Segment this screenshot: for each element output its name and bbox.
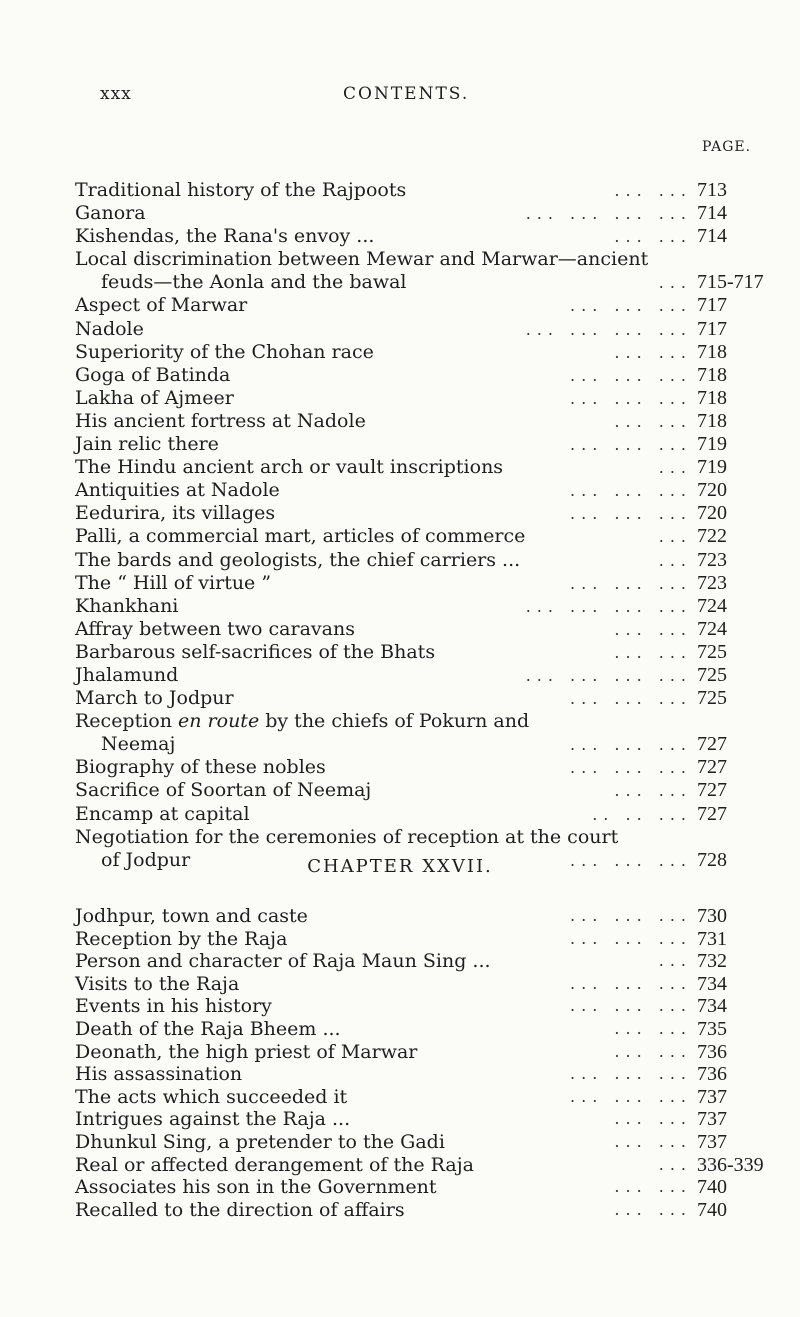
entry-title: Antiquities at Nadole bbox=[75, 479, 280, 502]
page-header bbox=[0, 0, 800, 110]
entry-title: Death of the Raja Bheem ... bbox=[75, 1017, 341, 1040]
leader-dots: ... ... ... bbox=[570, 906, 692, 925]
toc-entry bbox=[75, 905, 767, 928]
entry-title: Local discrimination between Mewar and Marwar—ancient bbox=[75, 248, 649, 271]
entry-page-number: 720 bbox=[697, 502, 727, 525]
entry-title: Person and character of Raja Maun Sing ... bbox=[75, 950, 491, 973]
entry-page-number: 737 bbox=[697, 1130, 727, 1153]
toc-entry bbox=[75, 479, 767, 502]
toc-entry bbox=[75, 928, 767, 951]
entry-title: Khankhani bbox=[75, 594, 179, 617]
toc-entry bbox=[75, 1176, 767, 1199]
leader-dots: ... ... ... bbox=[570, 388, 692, 408]
toc-entry bbox=[75, 995, 767, 1018]
toc-entry bbox=[75, 595, 767, 618]
entry-title: Reception by the Raja bbox=[75, 927, 288, 950]
entry-title: The bards and geologists, the chief carriers ... bbox=[75, 548, 521, 571]
toc-entry bbox=[75, 572, 767, 595]
page-number: xxx bbox=[100, 84, 132, 104]
leader-dots: ... ... ... bbox=[570, 689, 692, 709]
toc-entry bbox=[75, 387, 767, 410]
italic-phrase: en route bbox=[178, 710, 260, 733]
entry-title: Negotiation for the ceremonies of reception at the court bbox=[75, 825, 619, 848]
leader-dots: ... ... ... ... bbox=[525, 665, 692, 685]
leader-dots: ... ... bbox=[614, 619, 692, 639]
entry-page-number: 714 bbox=[697, 225, 727, 248]
entry-title: Encamp at capital bbox=[75, 802, 250, 825]
entry-title: The Hindu ancient arch or vault inscriptions bbox=[75, 456, 504, 479]
toc-entry bbox=[75, 202, 767, 225]
toc-entry bbox=[75, 294, 767, 317]
entry-title: Nadole bbox=[75, 317, 144, 340]
toc-entry bbox=[75, 826, 767, 849]
leader-dots: ... ... ... bbox=[570, 504, 692, 524]
leader-dots: ... ... ... bbox=[570, 1086, 692, 1106]
leader-dots: ... ... ... bbox=[570, 973, 692, 993]
entry-page-number: 720 bbox=[697, 479, 727, 502]
toc-entry bbox=[75, 1154, 767, 1177]
entry-title: Visits to the Raja bbox=[75, 972, 240, 995]
toc-entry bbox=[75, 687, 767, 710]
entry-page-number: 718 bbox=[697, 409, 727, 432]
entry-title: Aspect of Marwar bbox=[75, 294, 248, 317]
entry-title: Deonath, the high priest of Marwar bbox=[75, 1040, 418, 1063]
toc-entry bbox=[75, 973, 767, 996]
entry-page-number: 725 bbox=[697, 687, 727, 710]
leader-dots: ... ... ... bbox=[570, 481, 692, 501]
toc-entry bbox=[75, 664, 767, 687]
entry-title: Jain relic there bbox=[75, 433, 219, 456]
leader-dots: ... bbox=[658, 1154, 692, 1174]
entry-page-number: 717 bbox=[697, 317, 727, 340]
entry-page-number: 719 bbox=[697, 433, 727, 456]
entry-page-number: 722 bbox=[697, 525, 727, 548]
leader-dots: ... ... bbox=[614, 1041, 692, 1061]
entry-title: Traditional history of the Rajpoots bbox=[75, 179, 407, 201]
toc-entry bbox=[75, 733, 767, 756]
entry-page-number: 734 bbox=[697, 972, 727, 995]
entry-title: Kishendas, the Rana's envoy ... bbox=[75, 225, 375, 248]
toc-entry bbox=[75, 318, 767, 341]
toc-entry bbox=[75, 525, 767, 548]
leader-dots: ... ... bbox=[614, 342, 692, 362]
toc-entry bbox=[75, 225, 767, 248]
leader-dots: ... ... bbox=[614, 181, 692, 200]
page-column-label: PAGE. bbox=[702, 139, 752, 155]
toc-entry bbox=[75, 756, 767, 779]
entry-page-number: 727 bbox=[697, 779, 727, 802]
entry-page-number: 725 bbox=[697, 640, 727, 663]
toc-entry bbox=[75, 433, 767, 456]
toc-entry bbox=[75, 779, 767, 802]
leader-dots: ... bbox=[658, 273, 692, 293]
entry-title: of Jodpur bbox=[101, 848, 191, 871]
chapter-heading: CHAPTER XXVII. bbox=[307, 856, 493, 877]
toc-entry bbox=[75, 502, 767, 525]
entry-title: The “ Hill of virtue ” bbox=[75, 571, 272, 594]
leader-dots: ... ... bbox=[614, 1109, 692, 1129]
leader-dots: ... bbox=[658, 951, 692, 971]
leader-dots: ... ... ... bbox=[570, 735, 692, 755]
leader-dots: ... ... bbox=[614, 1018, 692, 1038]
entry-title: His ancient fortress at Nadole bbox=[75, 409, 366, 432]
toc-entry bbox=[75, 271, 767, 294]
entry-title: His assassination bbox=[75, 1063, 243, 1086]
entry-title: Intrigues against the Raja ... bbox=[75, 1108, 351, 1131]
entry-page-number: 714 bbox=[697, 202, 727, 225]
entry-page-number: 732 bbox=[697, 950, 727, 973]
entry-page-number: 723 bbox=[697, 571, 727, 594]
leader-dots: ... ... ... bbox=[570, 850, 692, 870]
entry-title: Jhalamund bbox=[75, 663, 179, 686]
leader-dots: ... ... bbox=[614, 227, 692, 247]
entry-page-number: 727 bbox=[697, 756, 727, 779]
entry-page-number: 737 bbox=[697, 1085, 727, 1108]
toc-entry bbox=[75, 1086, 767, 1109]
leader-dots: ... ... bbox=[614, 781, 692, 801]
running-title: CONTENTS. bbox=[343, 84, 470, 104]
entry-title: Ganora bbox=[75, 202, 146, 225]
entry-page-number: 718 bbox=[697, 363, 727, 386]
entry-title: Affray between two caravans bbox=[75, 617, 355, 640]
toc-entry bbox=[75, 364, 767, 387]
toc-entry bbox=[75, 950, 767, 973]
entry-title: Lakha of Ajmeer bbox=[75, 386, 234, 409]
entry-page-number: 727 bbox=[697, 802, 727, 825]
leader-dots: ... bbox=[658, 458, 692, 478]
toc-entry bbox=[75, 1131, 767, 1154]
entry-page-number: 737 bbox=[697, 1108, 727, 1131]
entry-page-number: 728 bbox=[697, 848, 727, 871]
entry-title: Associates his son in the Government bbox=[75, 1176, 437, 1199]
toc-entry bbox=[75, 1108, 767, 1131]
leader-dots: ... ... ... bbox=[570, 435, 692, 455]
toc-entry bbox=[75, 641, 767, 664]
entry-page-number: 735 bbox=[697, 1017, 727, 1040]
entry-title: Recalled to the direction of affairs bbox=[75, 1198, 405, 1221]
toc-entry bbox=[75, 803, 767, 826]
leader-dots: ... ... ... bbox=[570, 296, 692, 316]
leader-dots: ... ... bbox=[614, 1199, 692, 1219]
leader-dots: ... ... ... ... bbox=[525, 204, 692, 224]
entry-title: Goga of Batinda bbox=[75, 363, 231, 386]
entry-page-number: 719 bbox=[697, 456, 727, 479]
entry-page-number: 336-339 bbox=[697, 1153, 764, 1176]
entry-title: Barbarous self-sacrifices of the Bhats bbox=[75, 640, 436, 663]
toc-entry bbox=[75, 410, 767, 433]
toc-entry bbox=[75, 248, 767, 271]
leader-dots: ... ... bbox=[614, 642, 692, 662]
toc-entry bbox=[75, 341, 767, 364]
leader-dots: ... ... ... ... bbox=[525, 319, 692, 339]
entry-title: Dhunkul Sing, a pretender to the Gadi bbox=[75, 1130, 445, 1153]
leader-dots: ... bbox=[658, 527, 692, 547]
entry-title: Jodhpur, town and caste bbox=[75, 905, 308, 927]
entry-page-number: 736 bbox=[697, 1040, 727, 1063]
entry-title: Events in his history bbox=[75, 995, 272, 1018]
entry-page-number: 736 bbox=[697, 1063, 727, 1086]
leader-dots: ... ... bbox=[614, 1131, 692, 1151]
entry-title: Biography of these nobles bbox=[75, 756, 326, 779]
entry-page-number: 718 bbox=[697, 340, 727, 363]
leader-dots: ... ... ... bbox=[570, 996, 692, 1016]
toc-entry bbox=[75, 549, 767, 572]
contents-list bbox=[75, 179, 767, 872]
leader-dots: ... ... ... bbox=[570, 758, 692, 778]
leader-dots: ... ... ... bbox=[570, 573, 692, 593]
entry-title: Superiority of the Chohan race bbox=[75, 340, 374, 363]
entry-title: The acts which succeeded it bbox=[75, 1085, 348, 1108]
entry-page-number: 717 bbox=[697, 294, 727, 317]
toc-entry bbox=[75, 456, 767, 479]
toc-entry bbox=[75, 179, 767, 202]
entry-page-number: 740 bbox=[697, 1198, 727, 1221]
entry-page-number: 740 bbox=[697, 1176, 727, 1199]
leader-dots: .. .. ... bbox=[592, 804, 692, 824]
entry-title: Eedurira, its villages bbox=[75, 502, 276, 525]
leader-dots: ... ... ... bbox=[570, 928, 692, 948]
leader-dots: ... ... bbox=[614, 1177, 692, 1197]
entry-title: Real or affected derangement of the Raja bbox=[75, 1153, 474, 1176]
entry-page-number: 715-717 bbox=[697, 271, 764, 294]
entry-page-number: 723 bbox=[697, 548, 727, 571]
entry-page-number: 725 bbox=[697, 663, 727, 686]
entry-title: Sacrifice of Soortan of Neemaj bbox=[75, 779, 372, 802]
entry-page-number: 724 bbox=[697, 617, 727, 640]
leader-dots: ... ... ... ... bbox=[525, 596, 692, 616]
toc-entry bbox=[75, 710, 767, 733]
toc-entry bbox=[75, 1041, 767, 1064]
toc-entry bbox=[75, 1018, 767, 1041]
entry-title: Neemaj bbox=[101, 733, 176, 756]
entry-page-number: 713 bbox=[697, 179, 727, 201]
entry-title: Reception en route by the chiefs of Pokurn and bbox=[75, 710, 530, 733]
leader-dots: ... bbox=[658, 550, 692, 570]
entry-page-number: 734 bbox=[697, 995, 727, 1018]
entry-page-number: 730 bbox=[697, 905, 727, 927]
entry-page-number: 731 bbox=[697, 927, 727, 950]
entry-page-number: 718 bbox=[697, 386, 727, 409]
entry-page-number: 727 bbox=[697, 733, 727, 756]
toc-entry bbox=[75, 1199, 767, 1222]
leader-dots: ... ... ... bbox=[570, 365, 692, 385]
toc-entry bbox=[75, 1063, 767, 1086]
entry-title: feuds—the Aonla and the bawal bbox=[101, 271, 407, 294]
toc-entry bbox=[75, 618, 767, 641]
entry-page-number: 724 bbox=[697, 594, 727, 617]
chapter-contents-list bbox=[75, 905, 767, 1221]
entry-title: March to Jodpur bbox=[75, 687, 234, 710]
leader-dots: ... ... bbox=[614, 411, 692, 431]
entry-title: Palli, a commercial mart, articles of commerce bbox=[75, 525, 526, 548]
leader-dots: ... ... ... bbox=[570, 1064, 692, 1084]
